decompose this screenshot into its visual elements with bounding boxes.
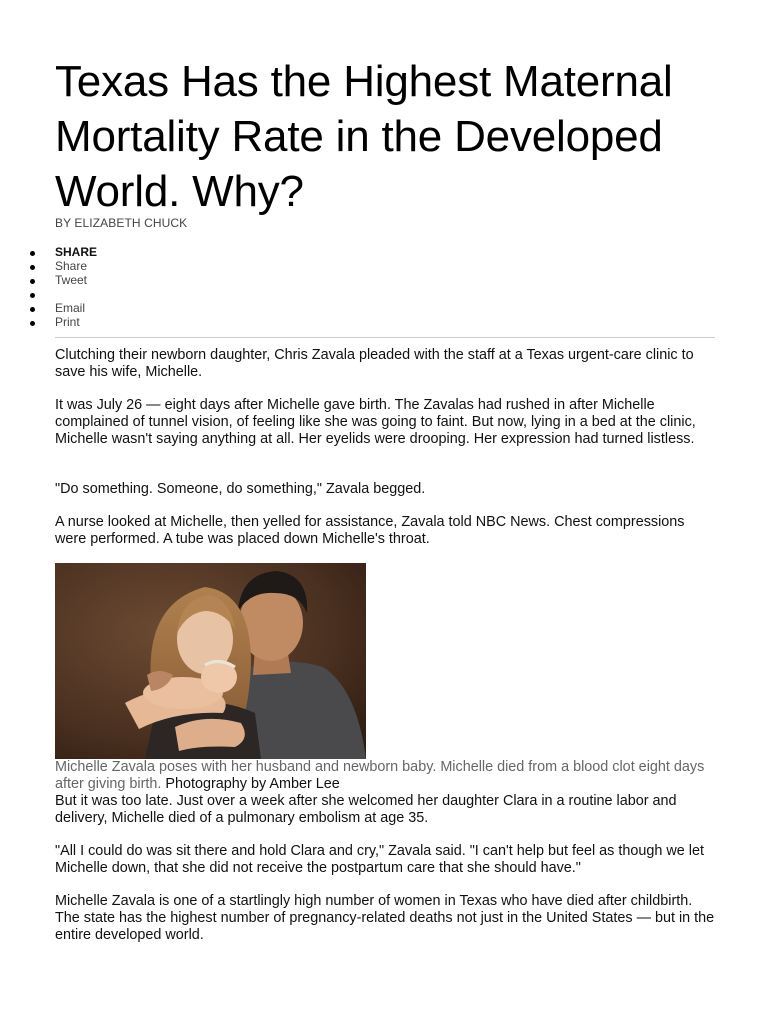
tweet-link[interactable]: [0, 273, 300, 287]
email-link-label[interactable]: Email: [55, 301, 86, 315]
article-byline: BY ELIZABETH CHUCK: [55, 216, 188, 230]
share-link-label[interactable]: Share: [55, 259, 88, 273]
family-photo: [55, 563, 366, 759]
print-link[interactable]: [0, 315, 300, 329]
share-heading-label: SHARE: [55, 245, 98, 259]
share-heading: [0, 245, 300, 259]
paragraph-3: "Do something. Someone, do something," Zavala begged.: [55, 481, 426, 497]
bullet-icon: [30, 265, 35, 270]
paragraph-4: A nurse looked at Michelle, then yelled for assistance, Zavala told NBC News. Chest compressions were performed. A tube was placed down Michelle's throat.: [55, 514, 685, 547]
paragraph-6: "All I could do was sit there and hold Clara and cry," Zavala said. "I can't help but feel as though we let Michelle down, that she did not receive the postpartum care that she should have.": [55, 843, 704, 876]
photo-caption: [55, 759, 715, 793]
share-empty-item: [0, 287, 300, 301]
paragraph-5: But it was too late. Just over a week after she welcomed her daughter Clara in a routine labor and delivery, Michelle died of a pulmonary embolism at age 35.: [55, 793, 677, 826]
bullet-icon: [30, 293, 35, 298]
paragraph-2: It was July 26 — eight days after Michelle gave birth. The Zavalas had rushed in after Michelle complained of tunnel vision, of feeling like she was going to faint. But now, lying in a bed at the clinic, Michelle wasn't saying anything at all. Her eyelids were drooping. Her expression had turned listless.: [55, 397, 696, 447]
tweet-link-label[interactable]: Tweet: [55, 273, 88, 287]
bullet-icon: [30, 279, 35, 284]
paragraph-1: Clutching their newborn daughter, Chris Zavala pleaded with the staff at a Texas urgent-care clinic to save his wife, Michelle.: [55, 347, 694, 380]
photo-caption-text: Michelle Zavala poses with her husband and newborn baby. Michelle died from a blood clot eight days after giving birth.: [55, 759, 705, 792]
share-list: [0, 245, 300, 329]
photo-credit: Photography by Amber Lee: [165, 775, 340, 792]
bullet-icon: [30, 251, 35, 256]
article-headline: Texas Has the Highest Maternal Mortality Rate in the Developed World. Why?: [55, 57, 673, 216]
bullet-icon: [30, 321, 35, 326]
email-link[interactable]: [0, 301, 300, 315]
bullet-icon: [30, 307, 35, 312]
paragraph-7: Michelle Zavala is one of a startlingly high number of women in Texas who have died after childbirth. The state has the highest number of pregnancy-related deaths not just in the United States — but in the entire developed world.: [55, 893, 715, 943]
share-link[interactable]: [0, 259, 300, 273]
section-divider: [55, 337, 715, 338]
print-link-label[interactable]: Print: [55, 315, 80, 329]
